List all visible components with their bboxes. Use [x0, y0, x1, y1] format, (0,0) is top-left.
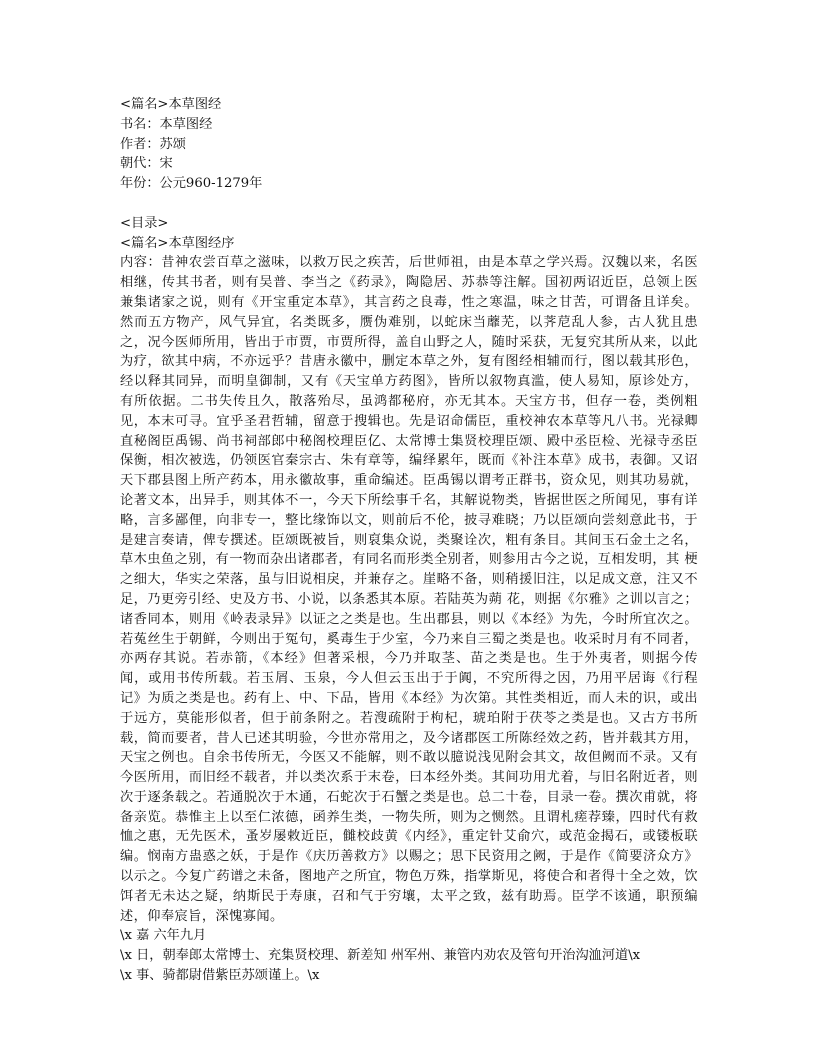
chapter-title-line: <篇名>本草图经 [120, 97, 222, 112]
signature-line-2: \x 事、骑都尉借紫臣苏颂谨上。\x [120, 968, 320, 984]
dynasty-line: 朝代：宋 [120, 156, 173, 172]
toc-chapter-line: <篇名>本草图经序 [120, 235, 235, 251]
date-line: \x 嘉 六年九月 [120, 928, 207, 944]
document-page [120, 95, 698, 986]
year-line: 年份：公元960-1279年 [120, 176, 263, 192]
signature-line-1: \x 日，朝奉郎太常博士、充集贤校理、新差知 州军州、兼管内劝农及管句开治沟洫河道\x [120, 948, 641, 964]
blank-line [120, 194, 698, 214]
toc-label: <目录> [120, 215, 169, 231]
book-name-line: 书名：本草图经 [120, 116, 213, 132]
preface-body: 内容：昔神农尝百草之滋味，以救万民之疾苦，后世师祖，由是本草之学兴焉。汉魏以来，名医相继，传其书者，则有吴普、李当之《药录》，陶隐居、苏恭等注解。国初两诏近臣，总领上医兼集诸家之说，则有《开宝重定本草》，其言药之良毒，性之寒温，味之甘苦，可谓备且详矣。然而五方物产，风气异宜，名类既多，赝伪难别，以蛇床当蘼芜，以荠苨乱人参，古人犹且患之，况今医师所用，皆出于市贾，市贾所得，盖自山野之人，随时采获，无复究其所从来，以此为疗，欲其中病，不亦远乎？昔唐永徽中，删定本草之外，复有图经相辅而行，图以载其形色，经以释其同异，而明皇御制，又有《天宝单方药图》，皆所以叙物真滥，使人易知，原诊处方，有所依据。二书失传且久，散落殆尽，虽鸿都秘府，亦无其本。天宝方书，但存一卷，类例粗见，本末可寻。宜乎圣君哲辅，留意于搜辑也。先是诏命儒臣，重校神农本草等凡八书。光禄卿直秘阁臣禹锡、尚书祠部郎中秘阁校理臣亿、太常博士集贤校理臣颂、殿中丞臣检、光禄寺丞臣保衡，相次被选，仍领医官秦宗古、朱有章等，编绎累年，既而《补注本草》成书，表御。又诏天下郡县图上所产药本，用永徽故事，重命编述。臣禹锡以谓考正群书，资众见，则其功易就，论著文本，出异手，则其体不一，今天下所绘事千名，其解说物类，皆据世医之所闻见，事有详略，言多鄙俚，向非专一，整比缘饰以文，则前后不伦，披寻难晓；乃以臣颂向尝刻意此书，于是建言奏请，俾专撰述。臣颂既被旨，则裒集众说，类聚诠次，粗有条目。其间玉石金土之名，草木虫鱼之别，有一物而杂出诸郡者，有同名而形类全别者，则参用古今之说，互相发明，其 梗之细大，华实之荣落，虽与旧说相戾，并兼存之。崖略不备，则稍援旧注，以足成文意，注又不足，乃更旁引经、史及方书、小说，以条悉其本原。若陆英为蒴 花，则据《尔雅》之训以言之；诸香同本，则用《岭表录异》以证之之类是也。生出郡县，则以《本经》为先，今时所宜次之。若菟丝生于朝鲜，今则出于冤句，奚毒生于少室，今乃来自三蜀之类是也。收采时月有不同者，亦两存其说。若赤箭，《本经》但著采根，今乃并取茎、苗之类是也。生于外夷者，则据今传闻，或用书传所载。若玉屑、玉泉，今人但云玉出于于阗，不究所得之因，乃用平居诲《行程记》为质之类是也。药有上、中、下品，皆用《本经》为次第。其性类相近，而人未的识，或出于远方，莫能形似者，但于前条附之。若溲疏附于枸杞，琥珀附于茯苓之类是也。又古方书所载，简而要者，昔人已述其明验，今世亦常用之，及今诸郡医工所陈经效之药，皆并载其方用，天宝之例也。自余书传所无，今医又不能解，则不敢以臆说浅见附会其文，故但阙而不录。又有今医所用，而旧经不载者，并以类次系于末卷，曰本经外类。其间功用尤着，与旧名附近者，则次于逐条载之。若通脱次于木通，石蛇次于石蟹之类是也。总二十卷，目录一卷。撰次甫就，将备亲览。恭惟主上以至仁浓德，函养生类，一物失所，则为之恻然。且谓札瘥荐臻，四时代有救恤之惠，无先医术，蚤岁屡敕近臣，雠校歧黄《内经》，重定针艾俞穴，或范金揭石，或镂板联编。悯南方蛊惑之妖，于是作《庆历善救方》以赐之；思下民资用之阙，于是作《简要济众方》以示之。今复广药谱之未备，图地产之所宜，物色万殊，指掌斯见，将使合和者得十全之效，饮饵者无未达之疑，纳斯民于寿康，召和气于穷壤，太平之致，兹有助焉。臣学不该通，职预编述，仰奉宸旨，深愧寡闻。 [120, 255, 698, 924]
author-line: 作者：苏颂 [120, 136, 186, 152]
